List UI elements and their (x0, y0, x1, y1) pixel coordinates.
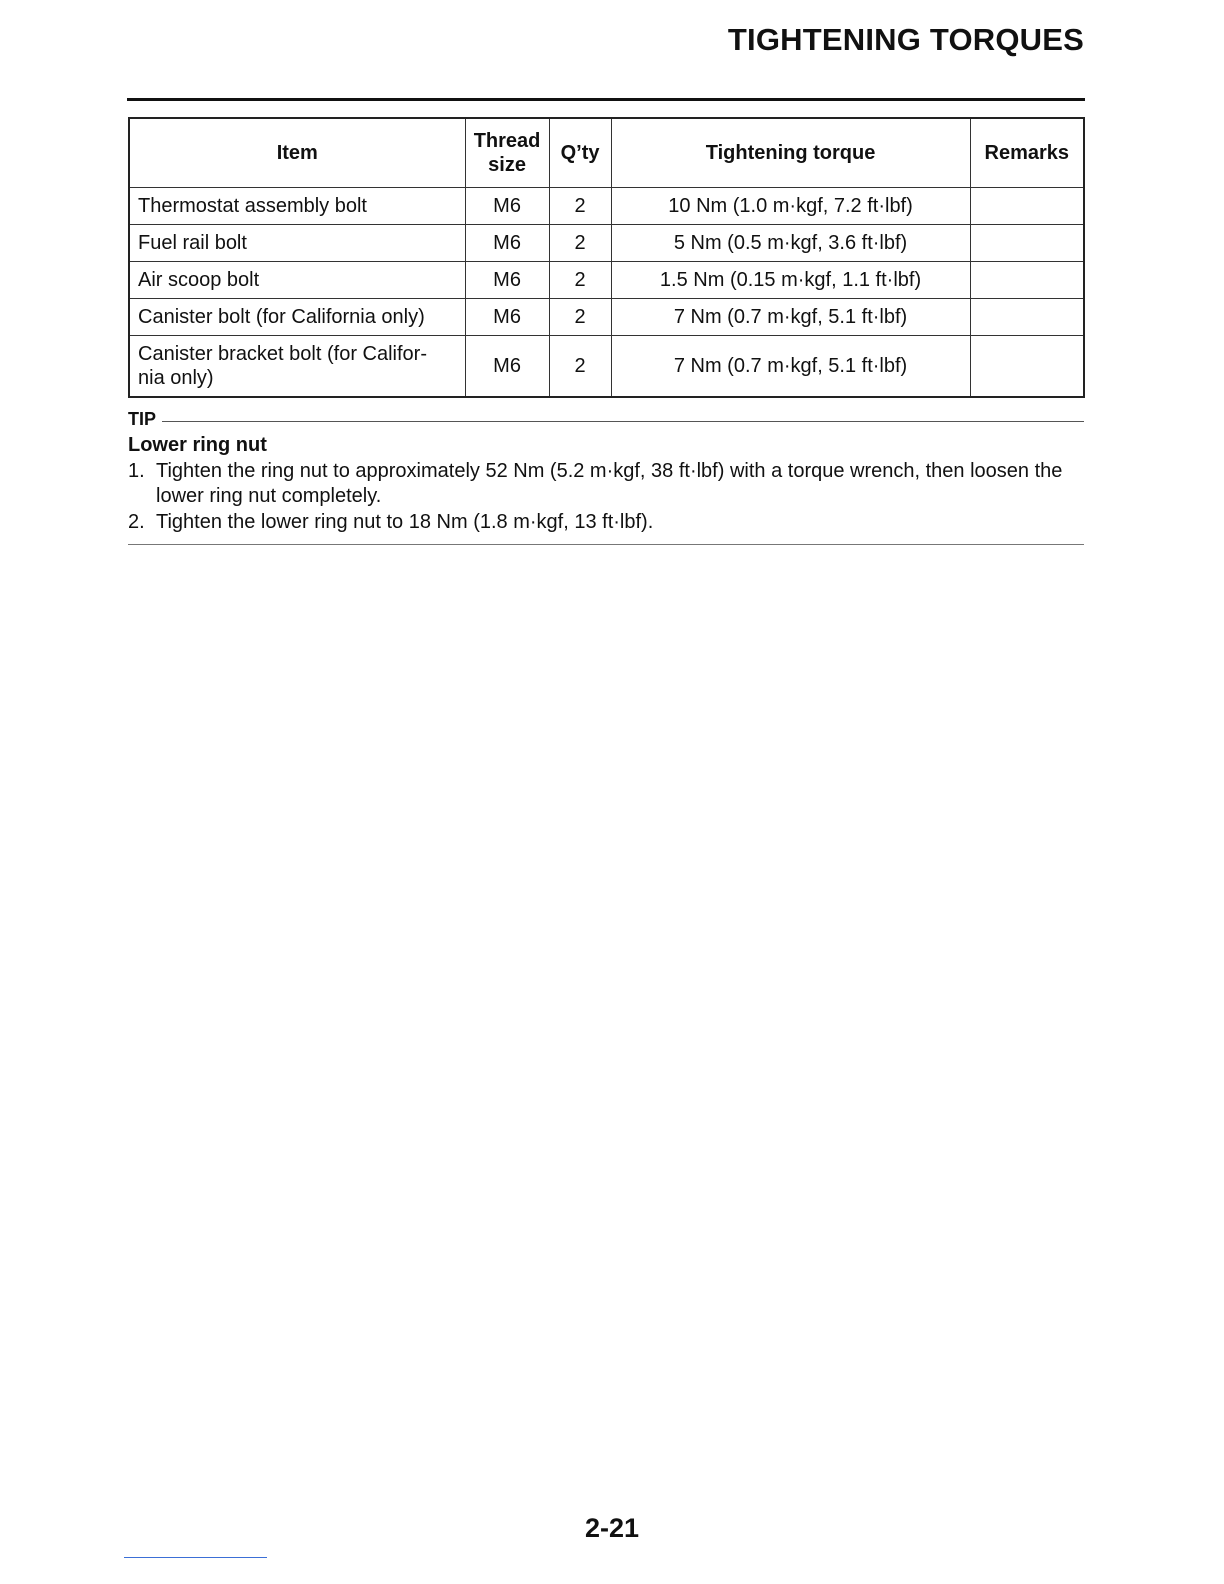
step-number: 1. (128, 460, 145, 482)
cell-item-line2: nia only) (138, 367, 214, 389)
page-title: TIGHTENING TORQUES (727, 22, 1084, 57)
column-header-tightening-torque: Tightening torque (611, 118, 970, 188)
table-row (129, 188, 1084, 225)
cell-item: Canister bolt (for California only) (129, 299, 465, 336)
table-row (129, 262, 1084, 299)
step-number: 2. (128, 511, 145, 533)
cell-remarks (970, 188, 1084, 225)
cell-item: Fuel rail bolt (129, 225, 465, 262)
cell-remarks (970, 336, 1084, 398)
cell-remarks (970, 299, 1084, 336)
cell-qty: 2 (549, 225, 611, 262)
cell-torque: 7 Nm (0.7 m·kgf, 5.1 ft·lbf) (611, 336, 970, 398)
tip-label: TIP (128, 408, 157, 429)
header-divider (127, 98, 1085, 101)
cell-item (129, 336, 465, 398)
step-text: Tighten the lower ring nut to 18 Nm (1.8 m·kgf, 13 ft·lbf). (156, 511, 654, 533)
torque-table (128, 117, 1085, 398)
tip-divider (162, 421, 1084, 422)
cell-qty: 2 (549, 188, 611, 225)
column-header-remarks: Remarks (970, 118, 1084, 188)
tip-steps-list (128, 459, 1084, 535)
table-row (129, 299, 1084, 336)
column-header-thread-size (465, 118, 549, 188)
cell-torque: 10 Nm (1.0 m·kgf, 7.2 ft·lbf) (611, 188, 970, 225)
cell-item: Thermostat assembly bolt (129, 188, 465, 225)
cell-thread: M6 (465, 188, 549, 225)
cell-item-line1: Canister bracket bolt (for Califor- (138, 343, 427, 365)
step-text: Tighten the ring nut to approximately 52 Nm (5.2 m·kgf, 38 ft·lbf) with a torque wrench, then loosen the lower ring nut completely. (156, 460, 1063, 507)
table-row (129, 225, 1084, 262)
cell-thread: M6 (465, 336, 549, 398)
list-item (128, 459, 1084, 509)
column-header-thread-line2: size (488, 154, 526, 176)
cell-torque: 5 Nm (0.5 m·kgf, 3.6 ft·lbf) (611, 225, 970, 262)
list-item (128, 510, 1084, 535)
cell-torque: 1.5 Nm (0.15 m·kgf, 1.1 ft·lbf) (611, 262, 970, 299)
column-header-thread-line1: Thread (473, 130, 541, 152)
tip-title: Lower ring nut (128, 434, 267, 456)
cell-thread: M6 (465, 299, 549, 336)
cell-qty: 2 (549, 336, 611, 398)
column-header-item: Item (129, 118, 465, 188)
table-header-row (129, 118, 1084, 188)
cell-torque: 7 Nm (0.7 m·kgf, 5.1 ft·lbf) (611, 299, 970, 336)
cell-remarks (970, 262, 1084, 299)
page-number: 2-21 (584, 1513, 640, 1543)
footer-link-underline (124, 1557, 267, 1558)
cell-remarks (970, 225, 1084, 262)
cell-qty: 2 (549, 262, 611, 299)
column-header-qty: Q’ty (549, 118, 611, 188)
cell-thread: M6 (465, 225, 549, 262)
cell-qty: 2 (549, 299, 611, 336)
tip-end-divider (128, 544, 1084, 545)
tip-box (128, 408, 1084, 545)
tip-header (128, 408, 1084, 430)
cell-thread: M6 (465, 262, 549, 299)
cell-item: Air scoop bolt (129, 262, 465, 299)
table-row (129, 336, 1084, 398)
